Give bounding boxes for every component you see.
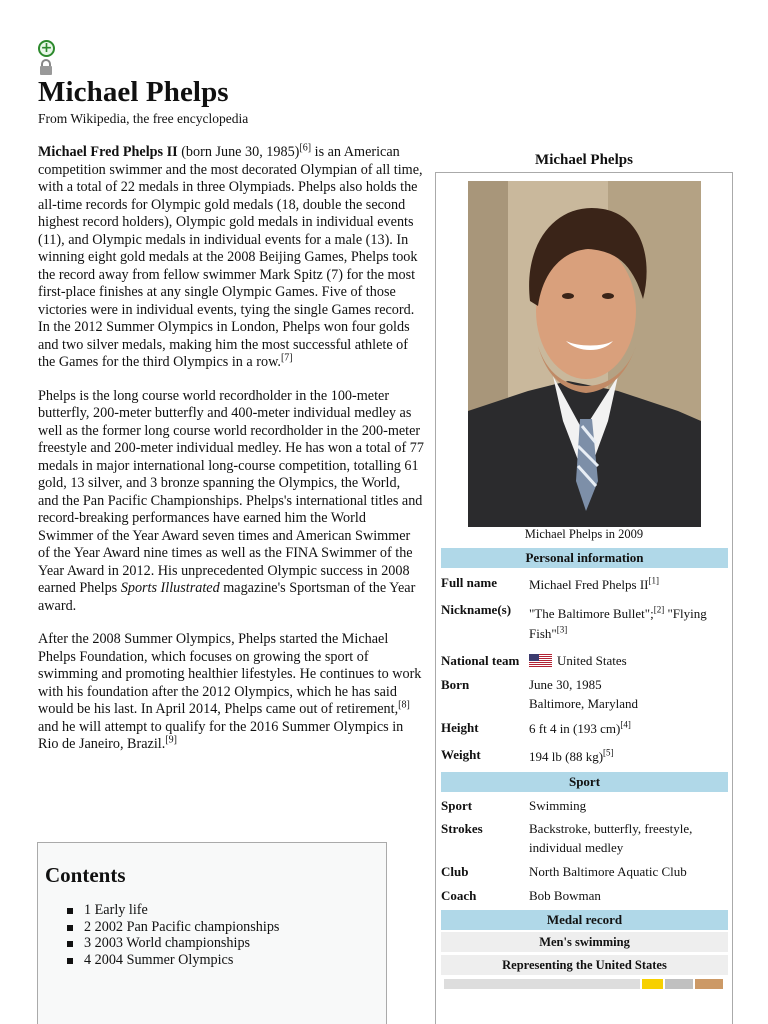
born-label: Born	[441, 677, 470, 692]
infobox-title: Michael Phelps	[535, 152, 633, 168]
sport-header: Sport	[441, 772, 728, 792]
sport-label: Sport	[441, 798, 473, 813]
toc-heading: Contents	[45, 863, 126, 887]
reference-link[interactable]: [8]	[398, 699, 410, 711]
nickname-label: Nickname(s)	[441, 602, 512, 617]
gold-medal-icon	[642, 979, 663, 989]
intro-paragraph: Michael Fred Phelps II (born June 30, 1985)[6] is an American competition swimmer and the most decorated Olympian of all time, with a total of 22 medals in three Olympiads. Phelps also holds the all-time records for Olympic gold medals (18, double the second highest record holders), Olympic gold medals in individual events (11), and Olympic medals in individual events for a male (13). In winning eight gold medals at the 2008 Beijing Games, Phelps took the record away from fellow swimmer Mark Spitz (7) for the most first-place finishes at any single Olympic Games. Five of those victories were in individual events, tying the single Games record. In the 2012 Summer Olympics in London, Phelps won four golds and two silver medals, making him the most successful athlete of the Games for the third Olympics in a row.[7]	[38, 142, 423, 370]
medal-record-header: Medal record	[441, 910, 728, 930]
club-label: Club	[441, 864, 469, 879]
reference-link[interactable]: [7]	[280, 352, 293, 364]
records-paragraph: Phelps is the long course world recordholder in the 100-meter butterfly, 200-meter butterfly and 400-meter individual medley as well as the former long course world recordholder in the 200-meter freestyle and 200-meter individual medley. He has won a total of 77 medals in major international long-course competition, totalling 61 gold, 13 silver, and 3 bronze spanning the Olympics, the World, and the Pan Pacific Championships. Phelps's international titles and record-breaking performances have earned him the World Swimmer of the Year Award seven times and American Swimmer of the Year Award nine times as well as the FINA Swimmer of the Year Award in 2012. His unprecedented Olympic success in 2008 earned Phelps Sports Illustrated magazine's Sportsman of the Year award.	[38, 387, 424, 614]
lock-icon	[39, 59, 53, 75]
nickname-value: "The Baltimore Bullet";[2] "Flying Fish"[3]	[529, 604, 707, 641]
toc-item[interactable]: 4 2004 Summer Olympics	[67, 952, 386, 969]
portrait-illustration	[468, 181, 701, 527]
born-value	[529, 675, 727, 713]
add-icon[interactable]: +	[38, 40, 55, 57]
weight-label: Weight	[441, 747, 481, 762]
table-of-contents	[37, 842, 387, 1024]
born-place[interactable]: Baltimore, Maryland	[529, 696, 639, 711]
infobox	[435, 172, 733, 1024]
national-team-value	[529, 651, 727, 671]
foundation-paragraph: After the 2008 Summer Olympics, Phelps started the Michael Phelps Foundation, which focuses on growing the sport of swimming and promoting healthier lifestyles. He continues to work with his foundation after the 2012 Olympics, which he has said would be his last. In April 2014, Phelps came out of retirement,[8] and he will attempt to qualify for the 2016 Summer Olympics in Rio de Janeiro, Brazil.[9]	[38, 631, 422, 752]
national-team-link[interactable]: United States	[557, 653, 627, 668]
strokes-value: Backstroke, butterfly, freestyle, individual medley	[529, 821, 693, 855]
reference-link[interactable]: [4]	[620, 719, 631, 730]
born-date: June 30, 1985	[529, 677, 602, 692]
page-status-icons	[38, 40, 58, 75]
subject-name: Michael Fred Phelps II	[38, 144, 178, 160]
full-name-label: Full name	[441, 575, 497, 590]
toc-item[interactable]: 3 2003 World championships	[67, 935, 386, 952]
portrait-photo[interactable]	[468, 181, 701, 527]
article-body	[38, 144, 424, 770]
medal-country-header: Representing the United States	[441, 955, 728, 975]
coach-value[interactable]: Bob Bowman	[529, 888, 601, 903]
weight-value: 194 lb (88 kg)[5]	[529, 747, 614, 764]
height-label: Height	[441, 720, 479, 735]
photo-caption: Michael Phelps in 2009	[524, 527, 644, 541]
medal-sport-header: Men's swimming	[441, 932, 728, 952]
coach-label: Coach	[441, 888, 477, 903]
page-tagline: From Wikipedia, the free encyclopedia	[38, 111, 249, 126]
strokes-label: Strokes	[441, 821, 483, 836]
toc-item[interactable]: 1 Early life	[67, 902, 386, 919]
full-name-value: Michael Fred Phelps II[1]	[529, 575, 660, 592]
page-title: Michael Phelps	[38, 76, 229, 108]
reference-link[interactable]: [3]	[556, 624, 568, 635]
bronze-medal-icon	[695, 979, 723, 989]
us-flag-icon	[529, 654, 552, 667]
sport-value[interactable]: Swimming	[529, 798, 587, 813]
national-team-label: National team	[441, 653, 520, 668]
reference-link[interactable]: [6]	[299, 142, 312, 154]
toc-list	[45, 902, 386, 969]
silver-medal-icon	[665, 979, 693, 989]
club-value[interactable]: North Baltimore Aquatic Club	[529, 864, 687, 879]
personal-info-header: Personal information	[441, 548, 728, 568]
reference-link[interactable]: [1]	[648, 575, 660, 586]
reference-link[interactable]: [2]	[653, 604, 665, 615]
reference-link[interactable]: [5]	[603, 747, 614, 758]
toc-item[interactable]: 2 2002 Pan Pacific championships	[67, 919, 386, 936]
reference-link[interactable]: [9]	[165, 734, 177, 746]
medal-row-bar	[444, 979, 640, 989]
height-value: 6 ft 4 in (193 cm)[4]	[529, 719, 631, 736]
